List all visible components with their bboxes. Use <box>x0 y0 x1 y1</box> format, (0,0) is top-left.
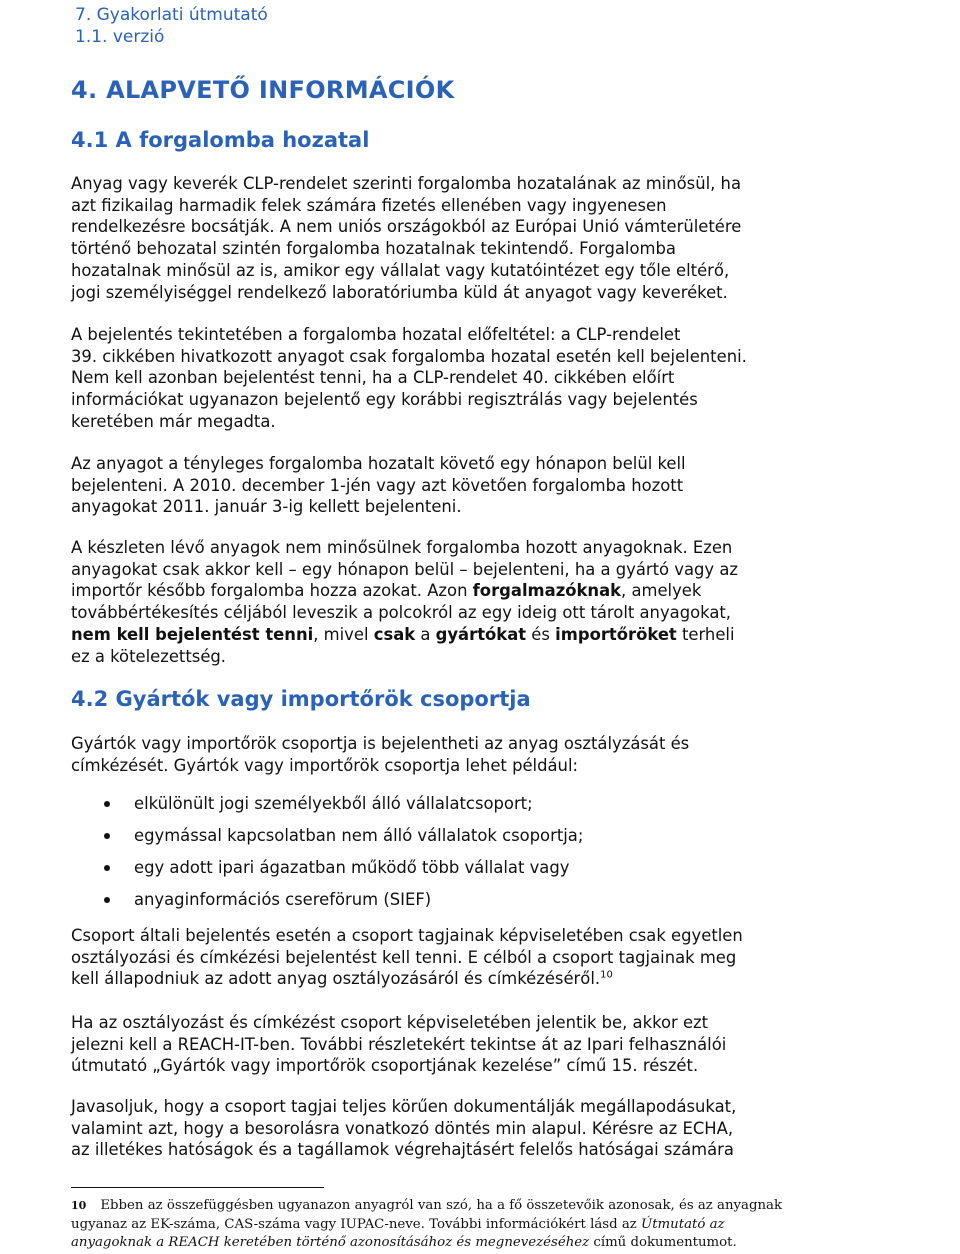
text-run: terheli <box>676 624 735 644</box>
bullet-icon <box>104 833 110 839</box>
text-line: keretében már megadta. <box>71 411 276 431</box>
bold-importers: importőröket <box>555 624 677 644</box>
footnote-reference[interactable]: 10 <box>600 969 613 981</box>
footnote-number: 10 <box>71 1199 87 1212</box>
list-item-text: egy adott ipari ágazatban működő több vállalat vagy <box>134 858 570 877</box>
bold-only: csak <box>373 624 416 644</box>
text-run: ugyanaz az EK-száma, CAS-száma vagy IUPAC-neve. További információkért lásd az <box>71 1216 641 1232</box>
italic-guide-title: anyagoknak a REACH keretében történő azonosításához és megnevezéséhez <box>71 1235 590 1250</box>
header-version: 1.1. verzió <box>75 27 165 47</box>
text-line: bejelenteni. A 2010. december 1-jén vagy azt követően forgalomba hozott <box>71 475 684 495</box>
bullet-icon <box>104 801 110 807</box>
text-line: Nem kell azonban bejelentést tenni, ha a CLP-rendelet 40. cikkében előírt <box>71 368 675 388</box>
text-line: Csoport általi bejelentés esetén a csoport tagjainak képviseletében csak egyetlen <box>71 926 743 945</box>
footnote-divider <box>71 1187 324 1188</box>
text-run: importőr később forgalomba hozza azokat. Azon <box>71 581 473 601</box>
header-guide-title: 7. Gyakorlati útmutató <box>75 5 268 25</box>
list-item <box>71 884 583 916</box>
paragraph-placing-on-market <box>71 173 871 303</box>
text-line <box>71 968 871 990</box>
paragraph-documentation <box>71 1096 871 1161</box>
bullet-icon <box>104 897 110 903</box>
text-line: osztályozási és címkézési bejelentést kell tenni. E célból a csoport tagjainak meg <box>71 947 737 967</box>
text-line: ez a kötelezettség. <box>71 646 227 666</box>
paragraph-deadline <box>71 453 871 518</box>
text-line: valamint azt, hogy a besorolásra vonatkozó döntés min alapul. Kérésre az ECHA, <box>71 1118 734 1138</box>
text-line: rendelkezésre bocsátják. A nem uniós országokból az Európai Unió vámterületére <box>71 217 742 237</box>
text-run: , amelyek <box>621 581 702 601</box>
text-run: című dokumentumot. <box>589 1235 737 1250</box>
text-line: továbbértékesítés céljából leveszik a polcokról az egy ideig ott tárolt anyagokat, <box>71 603 732 623</box>
text-line: hozatalnak minősül az is, amikor egy vállalat vagy kutatóintézet egy tőle eltérő, <box>71 260 730 280</box>
text-line: anyagokat csak akkor kell – egy hónapon belül – bejelenteni, ha a gyártó vagy az <box>71 559 738 579</box>
text-run: kell állapodniuk az adott anyag osztályozásáról és címkézéséről. <box>71 969 601 989</box>
list-item <box>71 852 583 884</box>
bullet-icon <box>104 865 110 871</box>
footnote-10 <box>71 1197 811 1253</box>
list-item-text: elkülönült jogi személyekből álló vállalatcsoport; <box>134 794 533 813</box>
group-examples-list <box>71 788 583 916</box>
bold-no-notification: nem kell bejelentést tenni <box>71 624 314 644</box>
text-line: A bejelentés tekintetében a forgalomba hozatal előfeltétel: a CLP-rendelet <box>71 325 681 344</box>
text-line <box>71 624 871 646</box>
text-line: az illetékes hatóságok és a tagállamok végrehajtásért felelős hatóságai számára <box>71 1140 734 1160</box>
text-line <box>71 580 871 602</box>
text-line: címkézését. Gyártók vagy importőrök csoportja lehet például: <box>71 755 579 775</box>
bold-distributors: forgalmazóknak <box>472 581 622 601</box>
list-item-text: anyaginformációs csereförum (SIEF) <box>134 890 432 909</box>
text-run: és <box>526 624 556 644</box>
text-line: A készleten lévő anyagok nem minősülnek forgalomba hozott anyagoknak. Ezen <box>71 538 733 557</box>
text-line <box>71 1234 811 1253</box>
text-line <box>71 1216 811 1235</box>
bold-manufacturers: gyártókat <box>435 624 527 644</box>
list-item-text: egymással kapcsolatban nem álló vállalatok csoportja; <box>134 826 584 845</box>
text-line: Az anyagot a tényleges forgalomba hozatalt követő egy hónapon belül kell <box>71 454 686 473</box>
text-line: 39. cikkében hivatkozott anyagot csak forgalomba hozatal esetén kell bejelenteni. <box>71 346 747 366</box>
text-line: történő behozatal szintén forgalomba hozatalnak tekintendő. Forgalomba <box>71 239 676 259</box>
paragraph-group-intro <box>71 733 871 776</box>
paragraph-stock-substances <box>71 537 871 667</box>
text-line: Javasoljuk, hogy a csoport tagjai teljes körűen dokumentálják megállapodásukat, <box>71 1097 737 1116</box>
running-header <box>75 4 268 48</box>
text-run: Ebben az összefüggésben ugyanazon anyagról van szó, ha a fő összetevőik azonosak, és az anyagnak <box>100 1198 783 1213</box>
text-line: információkat ugyanazon bejelentő egy korábbi regisztrálás vagy bejelentés <box>71 390 698 410</box>
list-item <box>71 820 583 852</box>
italic-guide-title: Útmutató az <box>641 1216 725 1232</box>
text-line: jogi személyiséggel rendelkező laboratóriumba küld át anyagot vagy keveréket. <box>71 282 728 302</box>
text-line: Ha az osztályozást és címkézést csoport képviseletében jelentik be, akkor ezt <box>71 1013 709 1032</box>
paragraph-reach-it <box>71 1012 871 1077</box>
section-title-4-2: 4.2 Gyártók vagy importőrök csoportja <box>71 687 531 711</box>
paragraph-group-notification <box>71 925 871 990</box>
paragraph-notification-precondition <box>71 324 871 433</box>
section-title-4-1: 4.1 A forgalomba hozatal <box>71 128 370 152</box>
text-line <box>71 1197 811 1216</box>
list-item <box>71 788 583 820</box>
text-run: a <box>415 624 436 644</box>
text-line: Gyártók vagy importőrök csoportja is bejelentheti az anyag osztályzását és <box>71 734 690 753</box>
text-line: útmutató „Gyártók vagy importőrök csoportjának kezelése” című 15. részét. <box>71 1056 699 1076</box>
text-line: jelezni kell a REACH-IT-ben. További részletekért tekintse át az Ipari felhasználói <box>71 1034 727 1054</box>
text-line: azt fizikailag harmadik felek számára fizetés ellenében vagy ingyenesen <box>71 195 667 215</box>
text-run: , mivel <box>313 624 374 644</box>
chapter-title: 4. ALAPVETŐ INFORMÁCIÓK <box>71 76 455 104</box>
text-line: Anyag vagy keverék CLP-rendelet szerinti forgalomba hozatalának az minősül, ha <box>71 174 741 193</box>
text-line: anyagokat 2011. január 3-ig kellett bejelenteni. <box>71 497 462 517</box>
